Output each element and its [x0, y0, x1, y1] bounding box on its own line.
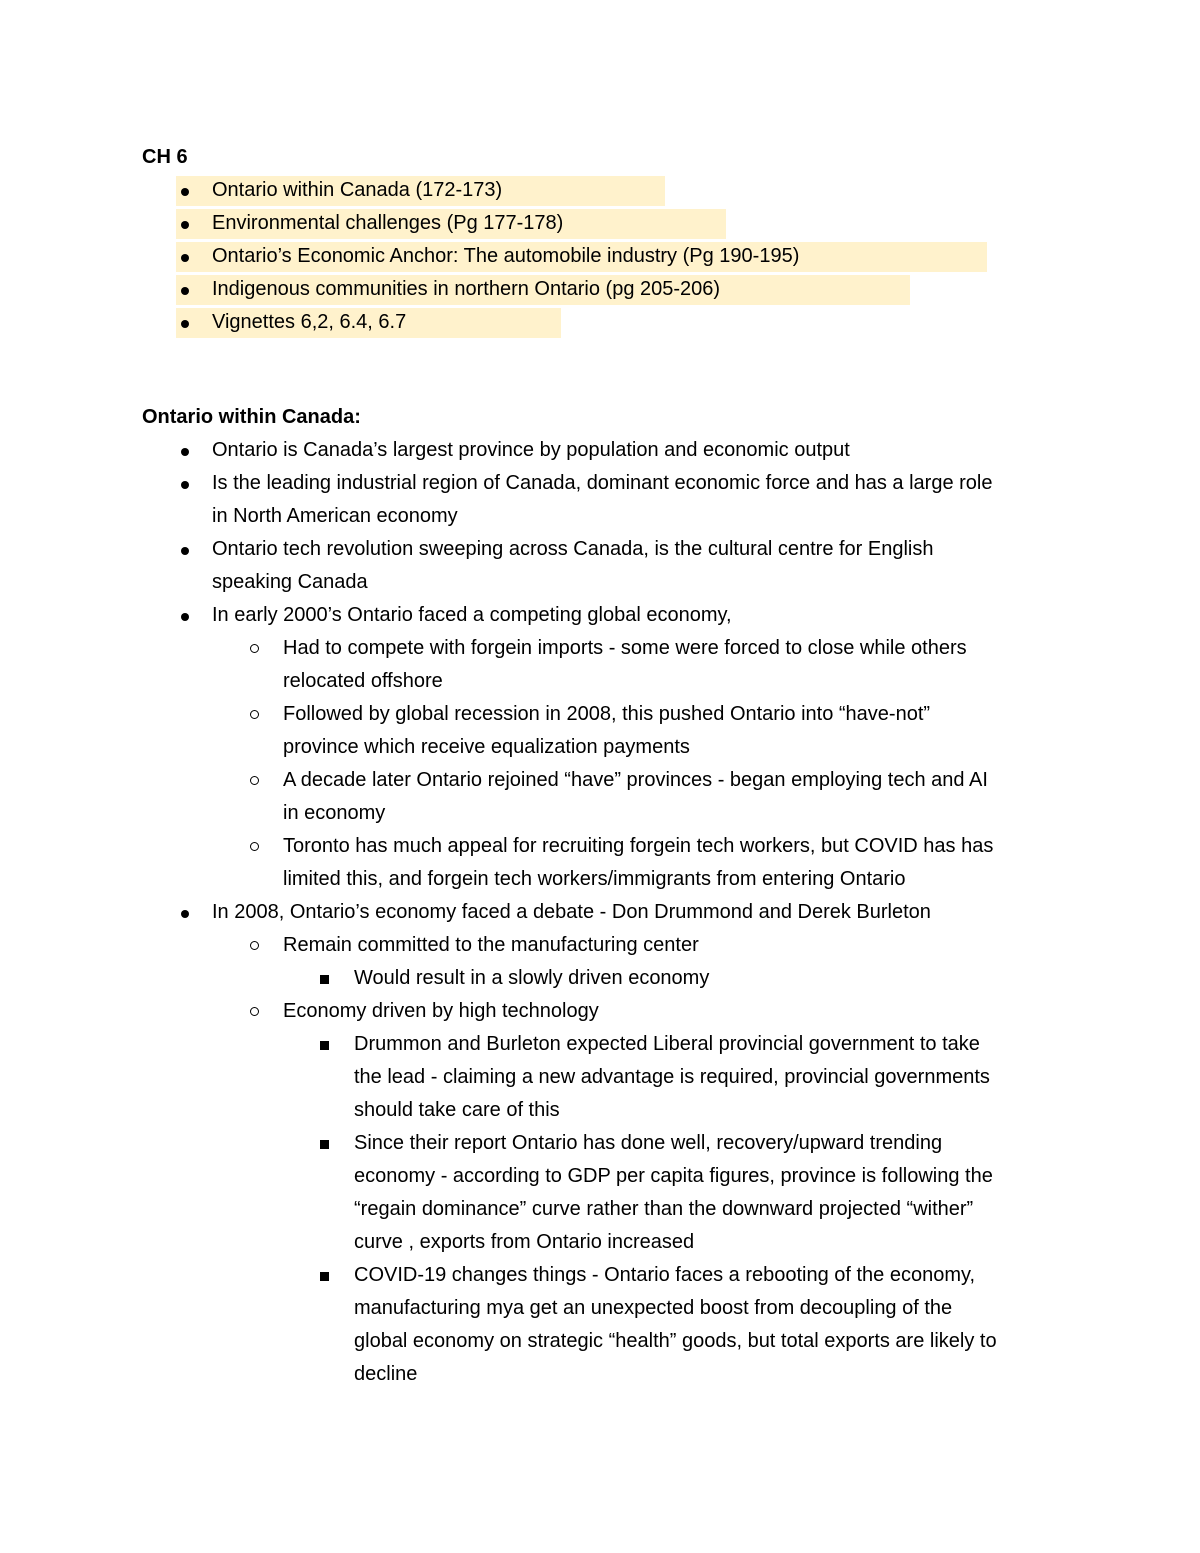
toc-item-text: Ontario’s Economic Anchor: The automobile industry (Pg 190-195): [212, 245, 800, 267]
sub-list-item-text: relocated offshore: [283, 670, 443, 692]
toc-item: [142, 207, 1072, 240]
list-item-text: speaking Canada: [212, 571, 368, 593]
circle-bullet-icon: [250, 776, 259, 785]
sub-sub-list: [283, 1028, 1072, 1391]
sub-list-item: [212, 830, 1072, 896]
bullet-icon: [181, 221, 189, 229]
sub-sub-list-item: [283, 1028, 1072, 1127]
list-item: [142, 896, 1072, 1391]
bullet-icon: [181, 481, 189, 489]
sub-sub-list-item: [283, 1259, 1072, 1391]
sub-list-item: [212, 632, 1072, 698]
sub-list-item-text: Economy driven by high technology: [283, 1000, 599, 1022]
list-item-text: In early 2000’s Ontario faced a competing global economy,: [212, 604, 732, 626]
sub-sub-list-item-text: economy - according to GDP per capita figures, province is following the: [354, 1165, 993, 1187]
sub-sub-list-item-text: decline: [354, 1363, 418, 1385]
bullet-icon: [181, 287, 189, 295]
document-content: [142, 141, 1072, 1391]
bullet-icon: [181, 613, 189, 621]
bullet-icon: [181, 254, 189, 262]
list-item-text: In 2008, Ontario’s economy faced a debate - Don Drummond and Derek Burleton: [212, 901, 931, 923]
toc-list: [142, 174, 1072, 339]
sub-sub-list-item-text: global economy on strategic “health” goods, but total exports are likely to: [354, 1330, 997, 1352]
sub-sub-list-item-text: COVID-19 changes things - Ontario faces a rebooting of the economy,: [354, 1264, 976, 1286]
sub-list-item-text: Followed by global recession in 2008, this pushed Ontario into “have-not”: [283, 703, 931, 725]
circle-bullet-icon: [250, 1007, 259, 1016]
sub-list-item-text: Toronto has much appeal for recruiting forgein tech workers, but COVID has has: [283, 835, 994, 857]
square-bullet-icon: [320, 975, 329, 984]
sub-list: [212, 929, 1072, 1391]
toc-item-text: Ontario within Canada (172-173): [212, 179, 503, 201]
square-bullet-icon: [320, 1272, 329, 1281]
sub-sub-list: [283, 962, 1072, 995]
sub-sub-list-item-text: the lead - claiming a new advantage is required, provincial governments: [354, 1066, 990, 1088]
sub-list-item: [212, 698, 1072, 764]
bullet-icon: [181, 547, 189, 555]
sub-sub-list-item-text: curve , exports from Ontario increased: [354, 1231, 695, 1253]
bullet-icon: [181, 320, 189, 328]
sub-list-item-text: A decade later Ontario rejoined “have” provinces - began employing tech and AI: [283, 769, 988, 791]
list-item: [142, 467, 1072, 533]
sub-sub-list-item-text: should take care of this: [354, 1099, 560, 1121]
list-item: [142, 434, 1072, 467]
sub-sub-list-item: [283, 962, 1072, 995]
section-bullet-list: [142, 434, 1072, 1391]
sub-list-item-text: Had to compete with forgein imports - some were forced to close while others: [283, 637, 967, 659]
sub-list: [212, 632, 1072, 896]
sub-list-item-text: province which receive equalization payments: [283, 736, 690, 758]
bullet-icon: [181, 188, 189, 196]
toc-item: [142, 306, 1072, 339]
toc-item-text: Indigenous communities in northern Ontario (pg 205-206): [212, 278, 721, 300]
sub-list-item-text: in economy: [283, 802, 386, 824]
bullet-icon: [181, 448, 189, 456]
toc-item: [142, 174, 1072, 207]
sub-sub-list-item-text: Would result in a slowly driven economy: [354, 967, 710, 989]
bullet-icon: [181, 910, 189, 918]
toc-item: [142, 240, 1072, 273]
sub-sub-list-item-text: Drummon and Burleton expected Liberal provincial government to take: [354, 1033, 980, 1055]
sub-sub-list-item-text: “regain dominance” curve rather than the downward projected “wither”: [354, 1198, 974, 1220]
section-title: Ontario within Canada:: [142, 406, 361, 428]
sub-sub-list-item-text: manufacturing mya get an unexpected boost from decoupling of the: [354, 1297, 953, 1319]
sub-list-item: [212, 995, 1072, 1391]
sub-list-item-text: Remain committed to the manufacturing center: [283, 934, 699, 956]
toc-item-text: Environmental challenges (Pg 177-178): [212, 212, 564, 234]
list-item-text: Ontario tech revolution sweeping across Canada, is the cultural centre for English: [212, 538, 934, 560]
circle-bullet-icon: [250, 644, 259, 653]
list-item: [142, 599, 1072, 896]
toc-item-text: Vignettes 6,2, 6.4, 6.7: [212, 311, 407, 333]
list-item-text: Is the leading industrial region of Canada, dominant economic force and has a large role: [212, 472, 993, 494]
sub-list-item: [212, 764, 1072, 830]
toc-item: [142, 273, 1072, 306]
circle-bullet-icon: [250, 710, 259, 719]
list-item-text: in North American economy: [212, 505, 458, 527]
circle-bullet-icon: [250, 941, 259, 950]
chapter-heading: CH 6: [142, 146, 188, 168]
square-bullet-icon: [320, 1041, 329, 1050]
circle-bullet-icon: [250, 842, 259, 851]
list-item-text: Ontario is Canada’s largest province by population and economic output: [212, 439, 850, 461]
sub-sub-list-item: [283, 1127, 1072, 1259]
sub-sub-list-item-text: Since their report Ontario has done well, recovery/upward trending: [354, 1132, 943, 1154]
sub-list-item: [212, 929, 1072, 995]
square-bullet-icon: [320, 1140, 329, 1149]
list-item: [142, 533, 1072, 599]
sub-list-item-text: limited this, and forgein tech workers/immigrants from entering Ontario: [283, 868, 906, 890]
